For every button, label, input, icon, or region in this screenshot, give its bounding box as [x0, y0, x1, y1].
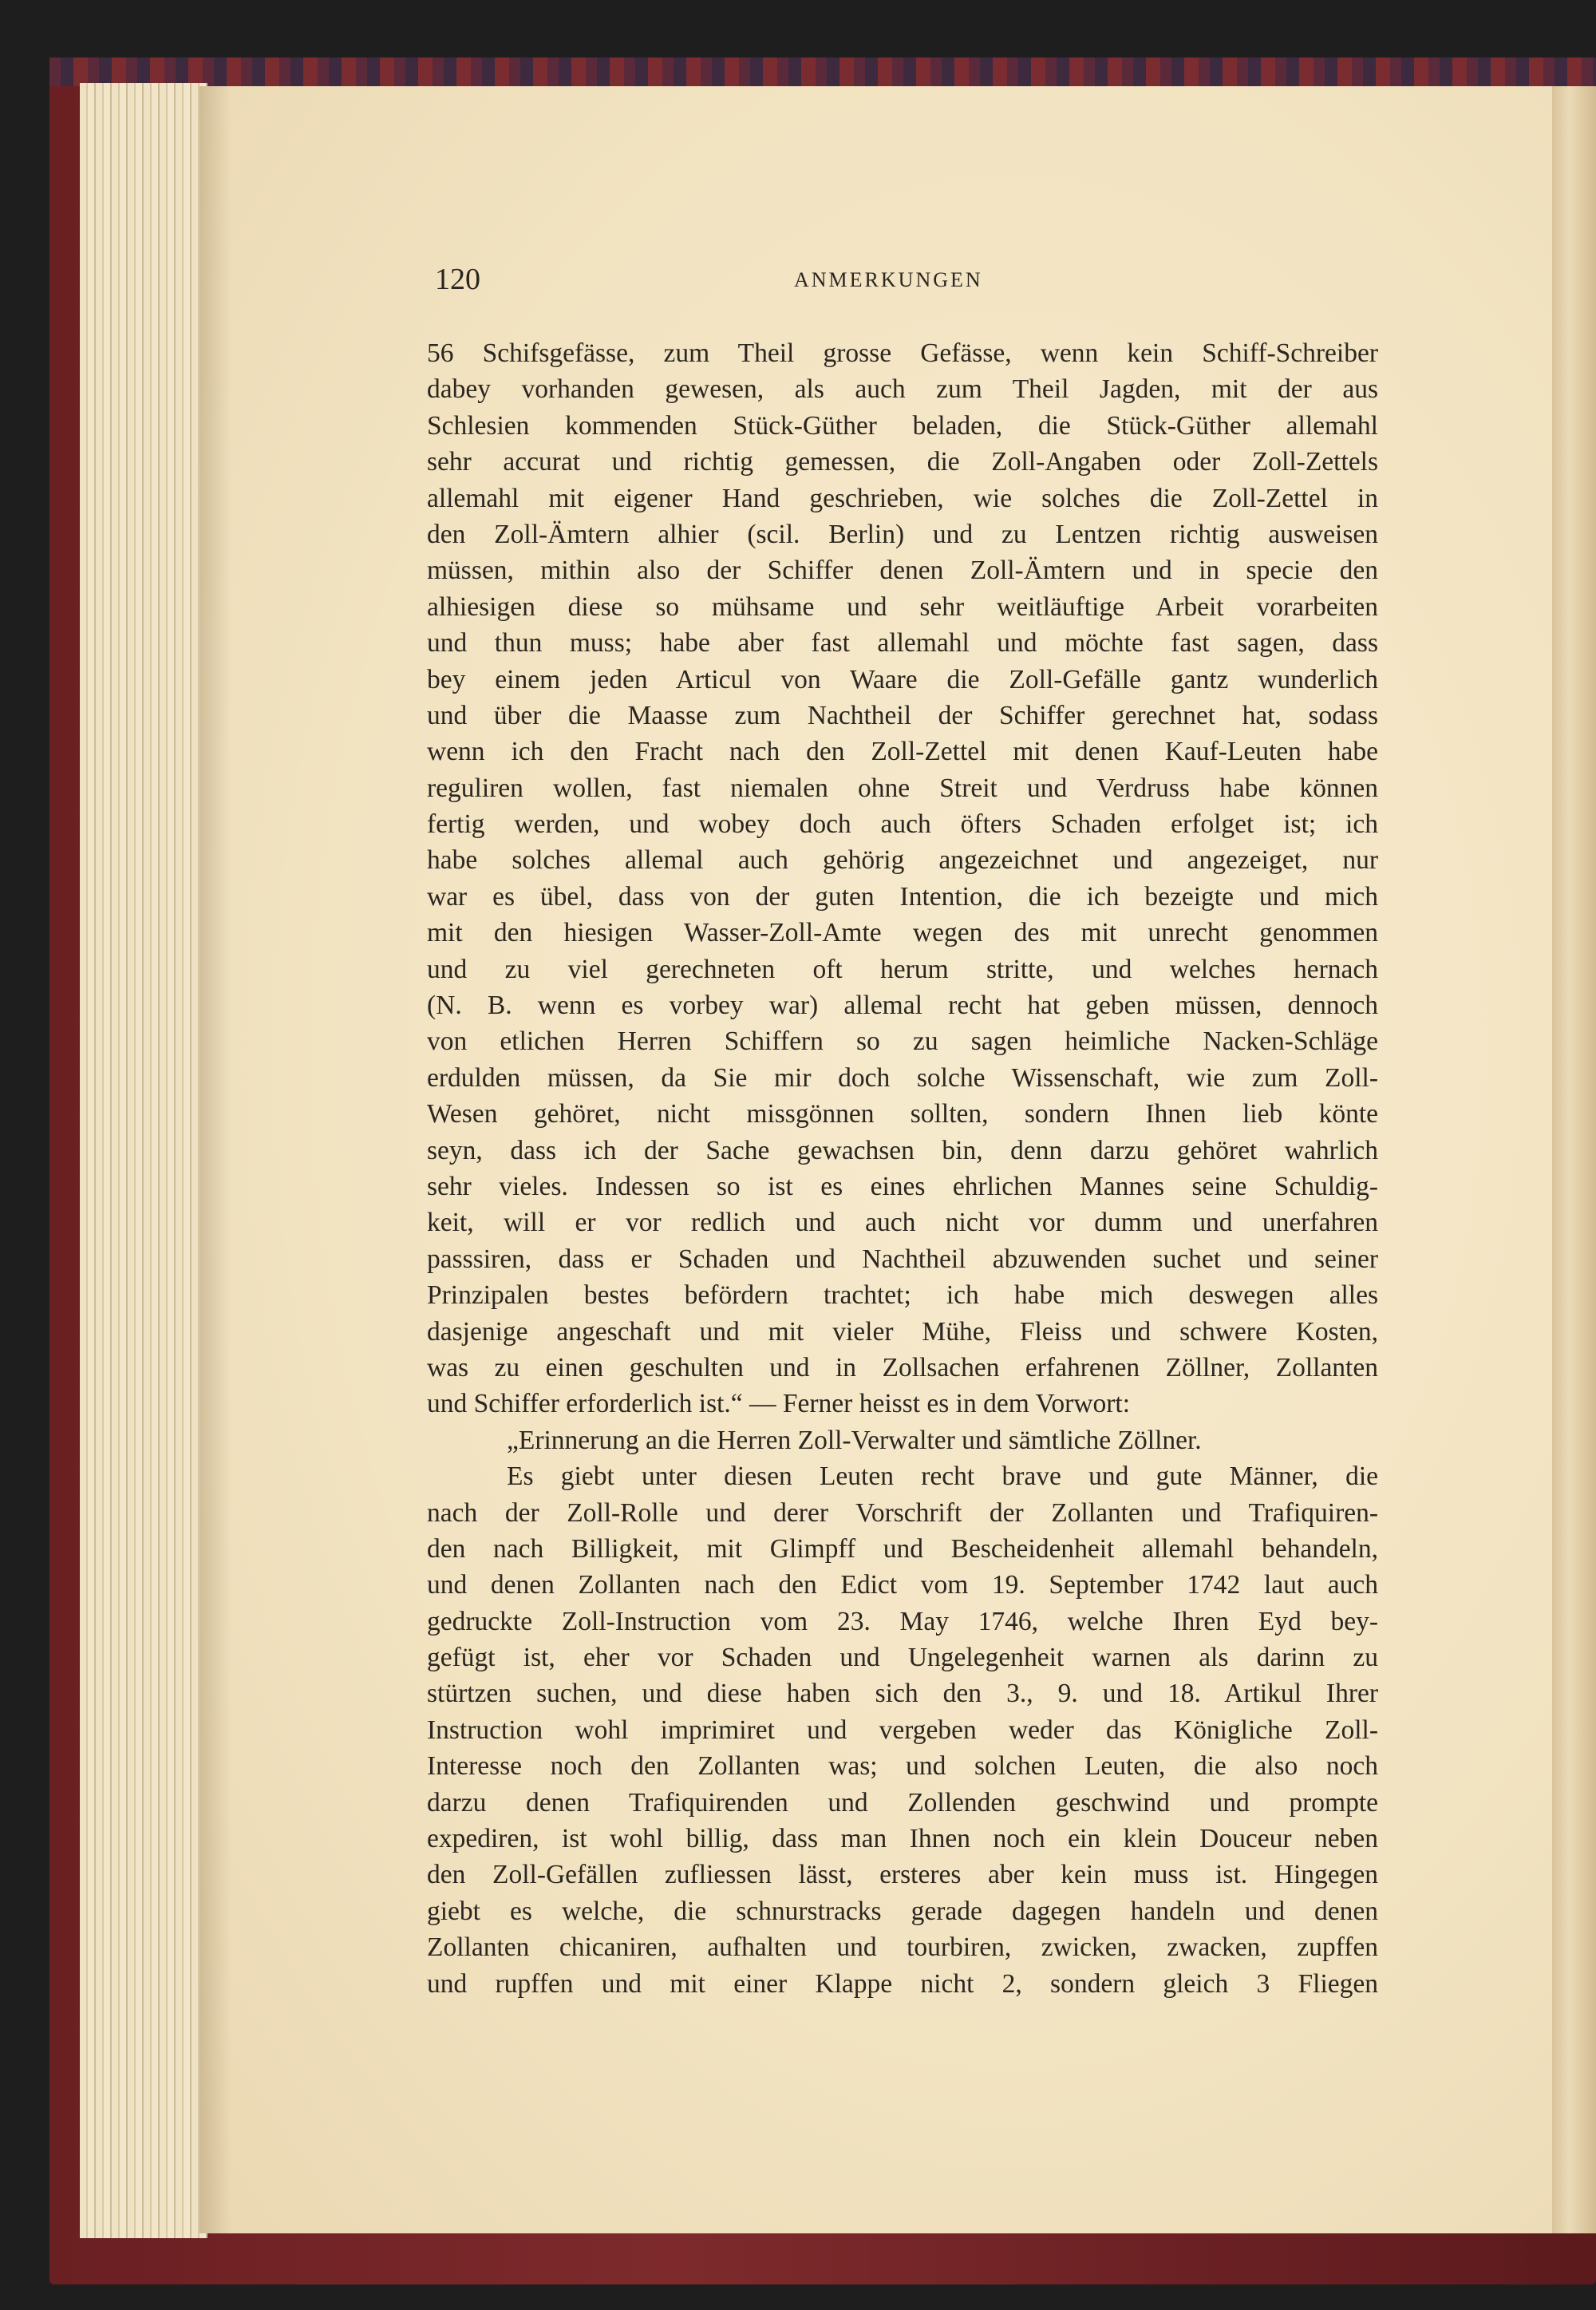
text-line: wenn ich den Fracht nach den Zoll-Zettel mit denen Kauf-Leuten habe — [427, 737, 1378, 767]
text-line: 56 Schifsgefässe, zum Theil grosse Gefässe, wenn kein Schiff-Schreiber — [427, 338, 1378, 368]
text-line: Interesse noch den Zollanten was; und solchen Leuten, die also noch — [427, 1751, 1378, 1782]
text-line: Instruction wohl imprimiret und vergeben weder das Königliche Zoll- — [427, 1715, 1378, 1745]
right-page-edge — [1552, 86, 1596, 2233]
text-line: keit, will er vor redlich und auch nicht vor dumm und unerfahren — [427, 1208, 1378, 1238]
cover-top-edge — [49, 57, 1596, 86]
text-line: gefügt ist, eher vor Schaden und Ungelegenheit warnen als darinn zu — [427, 1643, 1378, 1673]
text-line: giebt es welche, die schnurstracks gerade dagegen handeln und denen — [427, 1896, 1378, 1926]
page-edges — [80, 83, 207, 2238]
text-line: sehr vieles. Indessen so ist es eines ehrlichen Mannes seine Schuldig- — [427, 1171, 1378, 1201]
body-text — [427, 335, 1378, 2002]
text-line: Es giebt unter diesen Leuten recht brave und gute Männer, die — [507, 1462, 1378, 1492]
text-line: und über die Maasse zum Nachtheil der Schiffer gerechnet hat, sodass — [427, 700, 1378, 730]
text-line: mit den hiesigen Wasser-Zoll-Amte wegen des mit unrecht genommen — [427, 918, 1378, 948]
text-line: den Zoll-Gefällen zufliessen lässt, ersteres aber kein muss ist. Hingegen — [427, 1860, 1378, 1890]
gutter-shadow — [200, 86, 231, 2233]
text-line: Wesen gehöret, nicht missgönnen sollten, sondern Ihnen lieb könte — [427, 1099, 1378, 1129]
text-line: und denen Zollanten nach den Edict vom 19. September 1742 laut auch — [427, 1570, 1378, 1600]
text-line: und zu viel gerechneten oft herum stritte, und welches hernach — [427, 954, 1378, 984]
text-line: allemahl mit eigener Hand geschrieben, wie solches die Zoll-Zettel in — [427, 483, 1378, 513]
running-head: ANMERKUNGEN — [794, 268, 983, 291]
text-line: nach der Zoll-Rolle und derer Vorschrift der Zollanten und Trafiquiren- — [427, 1497, 1378, 1528]
text-line: seyn, dass ich der Sache gewachsen bin, denn darzu gehöret wahrlich — [427, 1135, 1378, 1165]
text-line: und Schiffer erforderlich ist.“ — Ferner heisst es in dem Vorwort: — [427, 1389, 1131, 1419]
text-line: den Zoll-Ämtern alhier (scil. Berlin) und zu Lentzen richtig ausweisen — [427, 519, 1378, 549]
text-line: alhiesigen diese so mühsame und sehr weitläuftige Arbeit vorarbeiten — [427, 591, 1378, 622]
text-line: (N. B. wenn es vorbey war) allemal recht hat geben müssen, dennoch — [427, 991, 1378, 1021]
text-line: darzu denen Trafiquirenden und Zollenden geschwind und prompte — [427, 1787, 1378, 1818]
text-line: und rupffen und mit einer Klappe nicht 2, sondern gleich 3 Fliegen — [427, 1968, 1378, 1999]
text-line: Zollanten chicaniren, aufhalten und tourbiren, zwicken, zwacken, zupffen — [427, 1932, 1378, 1963]
page-header — [435, 259, 1377, 299]
text-line: was zu einen geschulten und in Zollsachen erfahrenen Zöllner, Zollanten — [427, 1352, 1378, 1382]
text-line: von etlichen Herren Schiffern so zu sagen heimliche Nacken-Schläge — [427, 1026, 1378, 1057]
text-line: habe solches allemal auch gehörig angezeichnet und angezeiget, nur — [427, 845, 1378, 876]
text-line: Schlesien kommenden Stück-Güther beladen, die Stück-Güther allemahl — [427, 410, 1378, 441]
text-line: Prinzipalen bestes befördern trachtet; ich habe mich deswegen alles — [427, 1280, 1378, 1311]
page-number: 120 — [435, 263, 480, 296]
text-line: und thun muss; habe aber fast allemahl und möchte fast sagen, dass — [427, 628, 1378, 659]
text-line: dasjenige angeschaft und mit vieler Mühe, Fleiss und schwere Kosten, — [427, 1316, 1378, 1347]
text-line: passsiren, dass er Schaden und Nachtheil abzuwenden suchet und seiner — [427, 1244, 1378, 1274]
text-line: „Erinnerung an die Herren Zoll-Verwalter und sämtliche Zöllner. — [507, 1425, 1202, 1455]
text-line: reguliren wollen, fast niemalen ohne Streit und Verdruss habe können — [427, 773, 1378, 803]
text-line: müssen, mithin also der Schiffer denen Zoll-Ämtern und in specie den — [427, 556, 1378, 586]
text-line: expediren, ist wohl billig, dass man Ihnen noch ein klein Douceur neben — [427, 1824, 1378, 1854]
text-line: dabey vorhanden gewesen, als auch zum Theil Jagden, mit der aus — [427, 374, 1378, 405]
text-line: bey einem jeden Articul von Waare die Zoll-Gefälle gantz wunderlich — [427, 664, 1378, 694]
text-line: stürtzen suchen, und diese haben sich den 3., 9. und 18. Artikul Ihrer — [427, 1679, 1378, 1709]
text-line: war es übel, dass von der guten Intention, die ich bezeigte und mich — [427, 881, 1378, 912]
text-line: gedruckte Zoll-Instruction vom 23. May 1746, welche Ihren Eyd bey- — [427, 1606, 1378, 1636]
text-line: den nach Billigkeit, mit Glimpff und Bescheidenheit allemahl behandeln, — [427, 1533, 1378, 1564]
text-line: erdulden müssen, da Sie mir doch solche Wissenschaft, wie zum Zoll- — [427, 1062, 1378, 1093]
text-line: sehr accurat und richtig gemessen, die Zoll-Angaben oder Zoll-Zettels — [427, 447, 1378, 477]
text-line: fertig werden, und wobey doch auch öfters Schaden erfolget ist; ich — [427, 809, 1378, 840]
